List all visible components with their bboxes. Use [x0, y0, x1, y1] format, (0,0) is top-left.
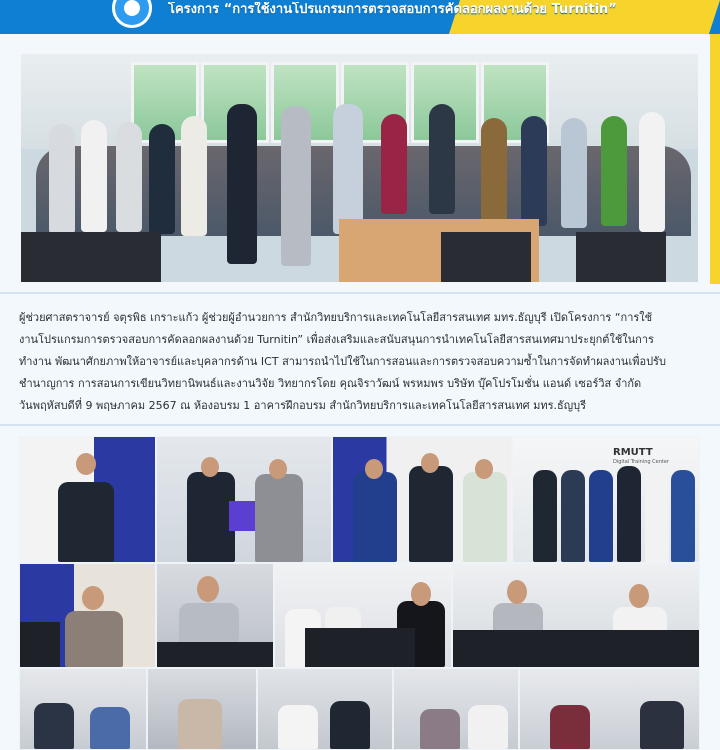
person-figure — [639, 112, 665, 232]
gallery-photo — [393, 668, 519, 750]
person-figure — [149, 124, 175, 234]
description-line: วันพฤหัสบดีที่ 9 พฤษภาคม 2567 ณ ห้องอบรม 1 อาคารฝึกอบรม สำนักวิทยบริการและเทคโนโลยีสารสนเทศ มทร.ธัญบุรี — [19, 399, 586, 412]
desk-monitor — [576, 232, 666, 284]
rmutt-sign: RMUTT — [613, 447, 653, 458]
section-divider — [0, 424, 720, 426]
person-figure — [181, 116, 207, 236]
description-line: งานโปรแกรมการตรวจสอบการคัดลอกผลงานด้วย Turnitin” เพื่อส่งเสริมและสนับสนุนการนำเทคโนโลยีสารสนเทศมาประยุกต์ใช้ในการ — [19, 333, 654, 346]
desk-monitor — [21, 232, 161, 284]
hero-group-photo — [19, 52, 700, 284]
person-figure — [481, 118, 507, 228]
gallery-photo — [156, 563, 274, 668]
person-figure — [521, 116, 547, 226]
desk-monitor — [441, 232, 531, 284]
person-figure — [49, 124, 75, 234]
person-figure — [81, 120, 107, 232]
person-figure — [227, 104, 257, 264]
person-figure — [429, 104, 455, 214]
gallery-photo — [519, 668, 700, 750]
person-figure — [561, 118, 587, 228]
description-paragraph — [19, 307, 700, 417]
person-figure — [333, 104, 363, 234]
description-line: ทำงาน พัฒนาศักยภาพให้อาจารย์และบุคลากรด้าน ICT สามารถนำไปใช้ในการสอนและการตรวจสอบความซ้ำในการจัดทำผลงานเพื่อปรับ — [19, 355, 666, 368]
header-circle-icon — [112, 0, 152, 28]
gallery-photo — [156, 436, 332, 563]
description-line: ชำนาญการ การสอนการเขียนวิทยานิพนธ์และงานวิจัย วิทยากรโดย คุณจิราวัฒน์ พรหมพร บริษัท บุ๊คโปรโมชั่น แอนด์ เซอร์วิส จำกัด — [19, 377, 642, 390]
gallery-photo — [257, 668, 393, 750]
rmutt-sign-subtitle: Digital Training Center — [613, 459, 669, 465]
description-line: ผู้ช่วยศาสตราจารย์ จตุรพิธ เกราะแก้ว ผู้ช่วยผู้อำนวยการ สำนักวิทยบริการและเทคโนโลยีสารสนเทศ มทร.ธัญบุรี เปิดโครงการ “การใช้ — [19, 311, 653, 324]
gallery-photo — [19, 668, 147, 750]
page-title: โครงการ “การใช้งานโปรแกรมการตรวจสอบการคัดลอกผลงานด้วย Turnitin” — [168, 2, 617, 17]
photo-gallery — [19, 436, 700, 750]
gallery-photo — [332, 436, 512, 563]
gallery-photo — [19, 563, 156, 668]
person-figure — [601, 116, 627, 226]
gallery-photo — [147, 668, 257, 750]
side-yellow-accent — [710, 34, 720, 284]
gallery-photo — [452, 563, 700, 668]
section-divider — [0, 292, 720, 294]
gallery-photo — [19, 436, 156, 563]
person-figure — [116, 122, 142, 232]
gallery-photo — [274, 563, 452, 668]
page-header-banner — [0, 0, 720, 34]
gallery-photo — [512, 436, 700, 563]
person-figure — [281, 106, 311, 266]
person-figure — [381, 114, 407, 214]
